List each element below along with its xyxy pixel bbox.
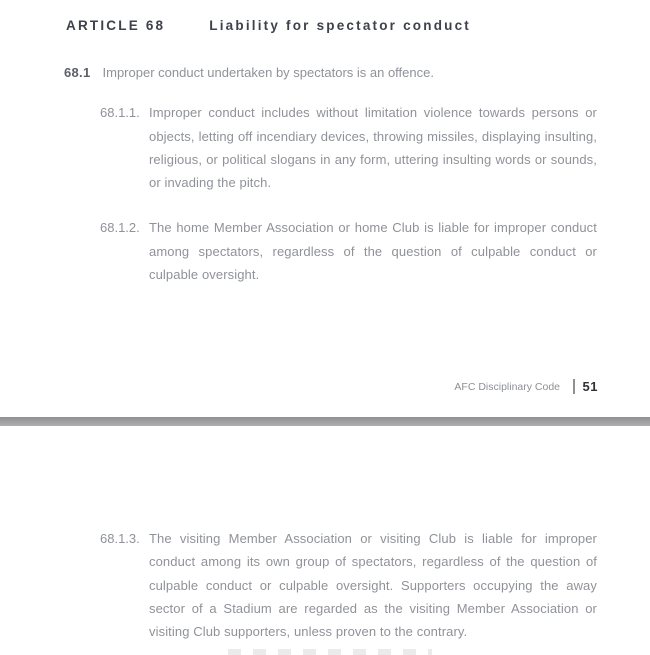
page-footer (454, 379, 598, 394)
article-title: Liability for spectator conduct (209, 18, 471, 33)
clause-number: 68.1 (64, 65, 91, 80)
clause-text: Improper conduct undertaken by spectators is an offence. (102, 65, 434, 80)
book-title: AFC Disciplinary Code (454, 380, 561, 393)
subclause-text: Improper conduct includes without limitation violence towards persons or objects, letting off incendiary devices, throwing missiles, displaying insulting, religious, or political slogans in any form, uttering insulting words or sounds, or invading the pitch. (149, 105, 597, 191)
article-header (0, 0, 650, 33)
subclause-number: 68.1.2. (100, 220, 140, 236)
cutoff-next-line (228, 649, 432, 655)
article-number: ARTICLE 68 (66, 18, 166, 33)
page-divider-bar (0, 417, 650, 426)
subclause-text: The visiting Member Association or visiting Club is liable for improper conduct among its own group of spectators, regardless of the question of culpable conduct or culpable oversight. Supporters occupying the away sector of a Stadium are regarded as the visiting Member Association or visiting Club supporters, unless proven to the contrary. (149, 531, 597, 640)
subclause-68-1-3 (100, 527, 597, 643)
subclause-number: 68.1.3. (100, 531, 140, 546)
page-number: 51 (582, 379, 598, 394)
subclause-68-1-2 (100, 216, 597, 286)
subclause-number: 68.1.1. (100, 105, 140, 121)
pdf-page-52 (0, 426, 650, 655)
subclause-68-1-1 (100, 101, 597, 194)
footer-divider-line (573, 379, 575, 394)
subclause-text: The home Member Association or home Club is liable for improper conduct among spectators, regardless of the question of culpable conduct or culpable oversight. (149, 220, 597, 283)
clause-68-1 (64, 61, 597, 84)
